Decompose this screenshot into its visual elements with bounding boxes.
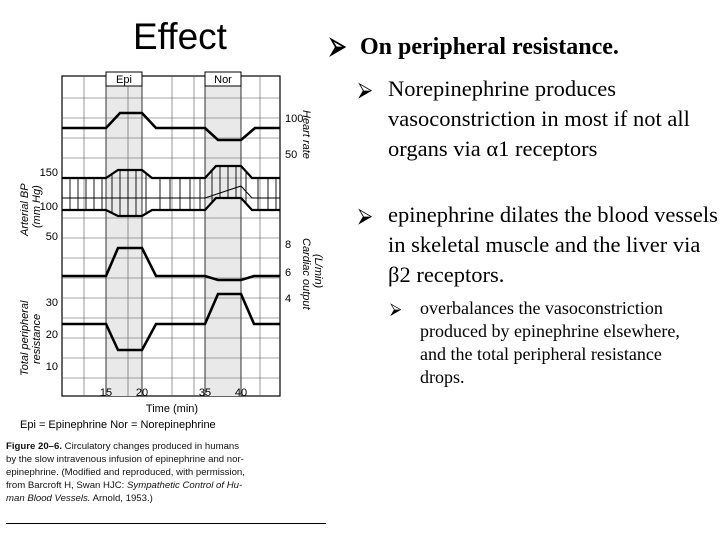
bp-mean-trace [62, 186, 280, 198]
figure-caption [6, 440, 336, 505]
epi-label: Epi [116, 74, 132, 86]
tpr-tick: 10 [45, 361, 58, 373]
caption-line: epinephrine. (Modified and reproduced, with permission, [6, 467, 245, 478]
bp-tick: 150 [39, 167, 58, 179]
tpr-axis-label: Total peripheral [19, 300, 31, 376]
bullet-arrow-icon: ⮚ [390, 299, 402, 318]
time-tick: 40 [234, 387, 248, 399]
tpr-axis-label-2: resistance [31, 313, 43, 364]
caption-line: Circulatory changes produced in humans [62, 441, 240, 452]
bullet-arrow-icon: ⮚ [330, 34, 346, 59]
time-axis-label: Time (min) [145, 403, 199, 415]
hr-tick: 50 [285, 149, 298, 161]
caption-line: Arnold, 1953.) [90, 493, 153, 504]
co-tick: 8 [285, 239, 292, 251]
bp-tick: 100 [39, 201, 58, 213]
cardiac-output-trace [62, 248, 280, 280]
bullet-text: epinephrine dilates the blood vessels in skeletal muscle and the liver via β2 receptors. [388, 202, 718, 287]
figure-graph [0, 58, 340, 448]
bp-axis-label: Arterial BP [19, 183, 31, 236]
bp-tick: 50 [45, 231, 58, 243]
co-axis-label: Cardiac output [300, 238, 312, 310]
bullet-arrow-icon: ⮚ [358, 77, 373, 101]
bullet-text: On peripheral resistance. [360, 34, 619, 60]
nor-label: Nor [214, 74, 232, 86]
bullet-text: Norepinephrine produces vasoconstriction in most if not all organs via α1 receptors [388, 76, 690, 161]
caption-line: by the slow intravenous infusion of epinephrine and nor- [6, 454, 244, 465]
tpr-trace [62, 294, 280, 350]
co-unit-label: (L/min) [312, 254, 324, 289]
nor-band [205, 76, 241, 396]
bullet-arrow-icon: ⮚ [358, 203, 373, 227]
bp-unit-label: (mm Hg) [31, 185, 43, 228]
caption-figure-number: Figure 20–6. [6, 441, 62, 452]
bullet-text: overbalances the vasoconstriction produced by epinephrine elsewhere, and the total peripheral resistance drops. [420, 298, 680, 387]
caption-italic: man Blood Vessels. [6, 493, 91, 504]
tpr-tick: 30 [45, 297, 58, 309]
co-tick: 4 [285, 293, 292, 305]
bp-diastolic-trace [62, 198, 280, 216]
bp-systolic-trace [62, 166, 280, 178]
hr-tick: 100 [285, 113, 304, 125]
caption-line: from Barcroft H, Swan HJC: [6, 480, 128, 491]
tpr-tick: 20 [45, 329, 58, 341]
slide-title: Effect [133, 16, 227, 57]
time-tick: 15 [99, 387, 113, 399]
hr-axis-label: Heart rate [300, 110, 312, 159]
graph-frame [62, 76, 280, 396]
time-tick: 20 [135, 387, 149, 399]
time-tick: 35 [198, 387, 212, 399]
caption-italic: Sympathetic Control of Hu- [127, 480, 243, 491]
heart-rate-trace [62, 113, 280, 140]
figure-legend: Epi = Epinephrine Nor = Norepinephrine [20, 419, 216, 431]
caption-rule [6, 523, 326, 524]
co-tick: 6 [285, 267, 292, 279]
